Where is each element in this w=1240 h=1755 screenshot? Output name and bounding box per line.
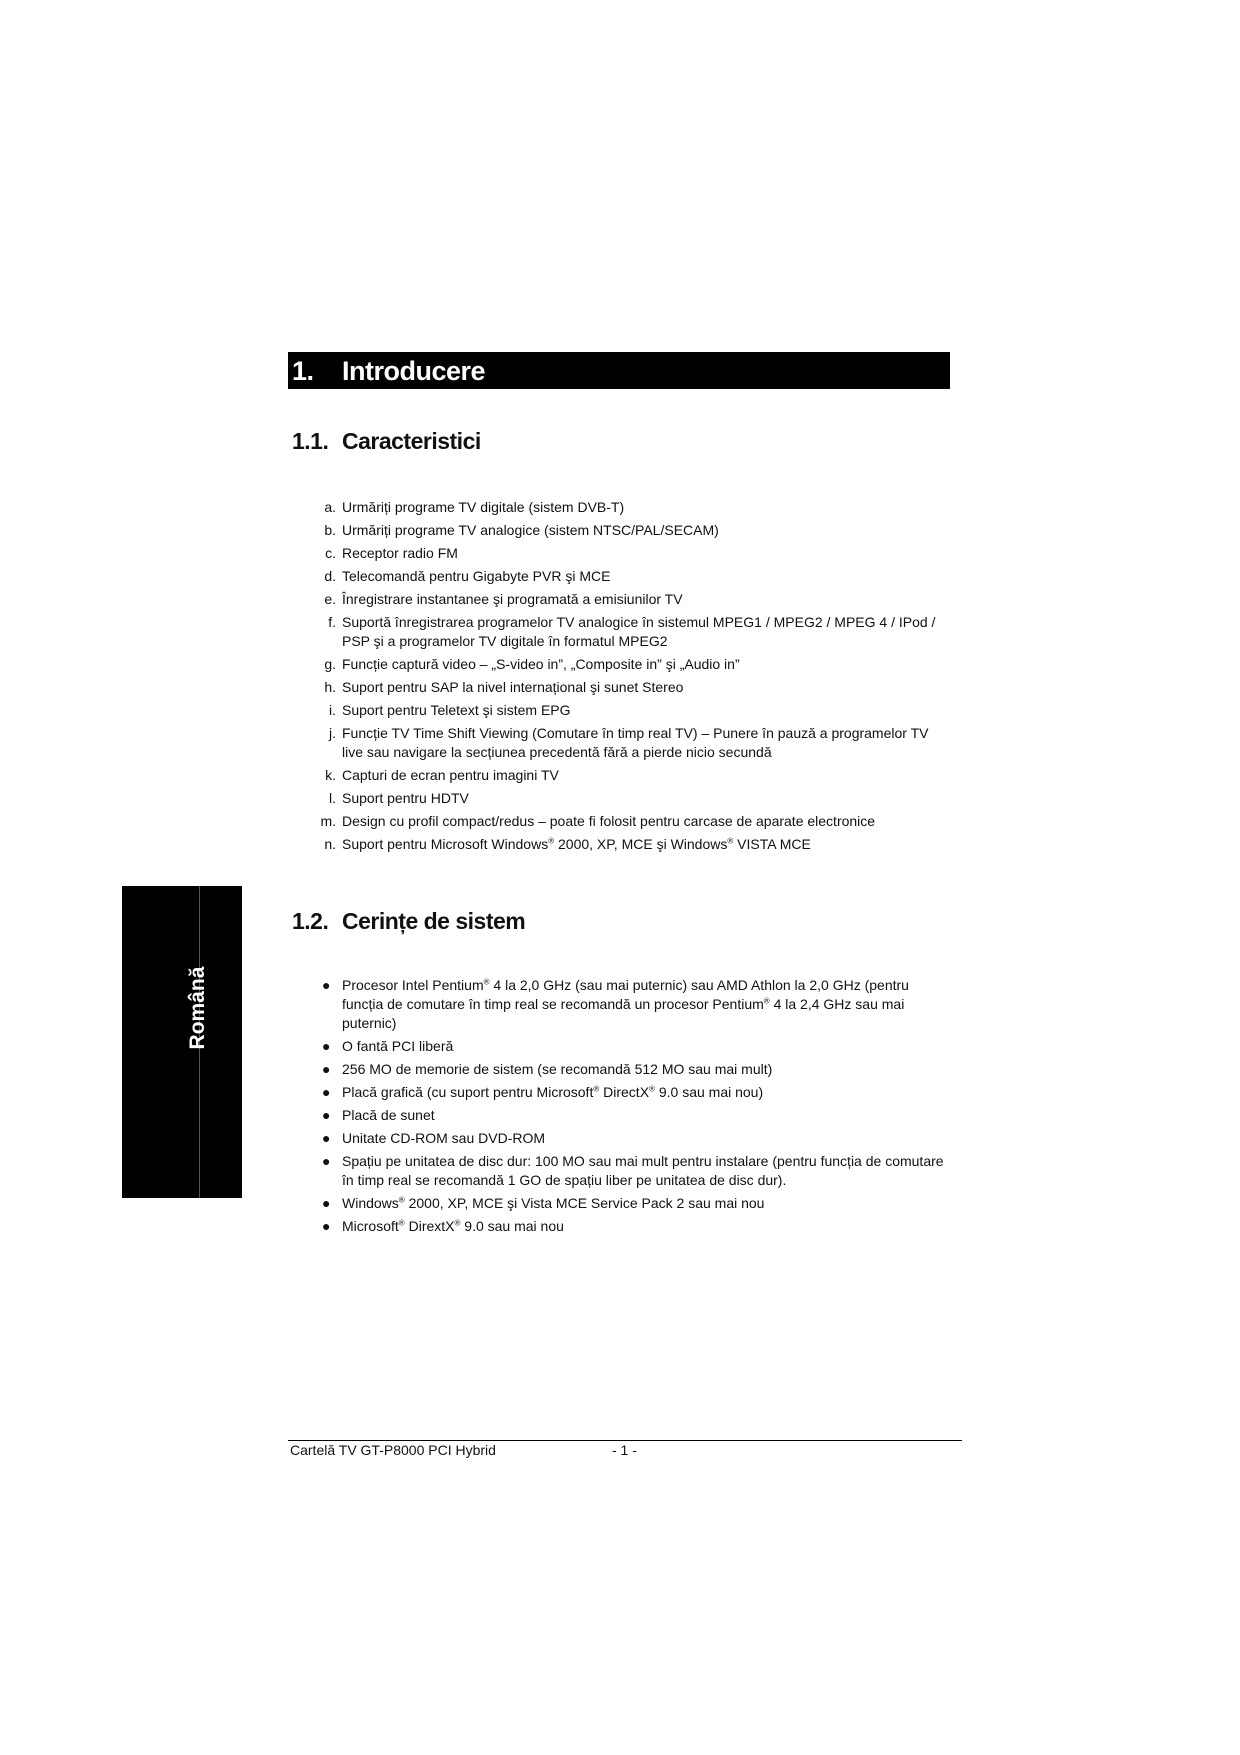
list-item-text [342, 1195, 764, 1211]
section-title: Caracteristici [342, 428, 481, 454]
list-item-text: O fantă PCI liberă [342, 1038, 454, 1054]
list-item-text: Suportă înregistrarea programelor TV analogice în sistemul MPEG1 / MPEG2 / MPEG 4 / IPod / PSP şi a programelor TV digitale în formatul MPEG2 [342, 614, 936, 649]
list-marker: l. [329, 790, 336, 806]
list-item-text: Urmăriți programe TV analogice (sistem NTSC/PAL/SECAM) [342, 522, 719, 538]
text-fragment: Placă grafică (cu suport pentru Microsoft [342, 1084, 594, 1100]
text-fragment: Procesor Intel Pentium [342, 977, 484, 993]
registered-mark: ® [593, 1084, 600, 1094]
list-marker: j. [329, 725, 336, 741]
text-fragment: VISTA MCE [733, 836, 811, 852]
list-item [322, 1194, 952, 1213]
section-title: Cerințe de sistem [342, 908, 526, 934]
list-marker: i. [329, 702, 336, 718]
list-item-text: Urmăriți programe TV digitale (sistem DVB-T) [342, 499, 625, 515]
list-item [329, 701, 952, 720]
list-item [324, 678, 952, 697]
list-item-text: Spațiu pe unitatea de disc dur: 100 MO sau mai mult pentru instalare (pentru funcția de comutare în timp real se recomandă 1 GO de spațiu liber pe unitatea de disc dur). [342, 1153, 944, 1188]
list-item [322, 1152, 952, 1190]
text-fragment: Suport pentru Microsoft Windows [342, 836, 549, 852]
requirements-list [322, 976, 952, 1236]
list-item [322, 976, 952, 1033]
bullet-icon: ● [322, 1107, 331, 1123]
registered-mark: ® [548, 836, 555, 846]
list-marker: f. [328, 614, 336, 630]
list-item-text: Design cu profil compact/redus – poate fi folosit pentru carcase de aparate electronice [342, 813, 876, 829]
text-fragment: 4 la 2,0 GHz (sau mai puternic) sau AMD Athlon la 2,0 GHz (pentru funcția de comutare în timp real se recomandă un procesor Pentium [342, 977, 909, 1012]
footer-product-name: Cartelă TV GT-P8000 PCI Hybrid [290, 1442, 496, 1458]
list-item [324, 655, 952, 674]
list-item-text: Suport pentru Teletext şi sistem EPG [342, 702, 571, 718]
bullet-icon: ● [322, 1218, 331, 1234]
list-item-text: Unitate CD-ROM sau DVD-ROM [342, 1130, 546, 1146]
list-item-text: Suport pentru SAP la nivel internațional şi sunet Stereo [342, 679, 684, 695]
registered-mark: ® [763, 996, 770, 1006]
list-item [322, 1083, 952, 1102]
section-number: 1.2. [292, 908, 329, 934]
list-marker: a. [324, 499, 336, 515]
section-heading-cerinte [292, 908, 525, 935]
text-fragment: 9.0 sau mai nou) [654, 1084, 764, 1100]
language-label: Română [186, 966, 209, 1050]
list-item [322, 1217, 952, 1236]
registered-mark: ® [727, 836, 734, 846]
list-marker: b. [324, 522, 336, 538]
registered-mark: ® [649, 1084, 655, 1094]
registered-mark: ® [483, 977, 490, 987]
language-side-tab [122, 886, 242, 1198]
list-marker: h. [324, 679, 336, 695]
list-item-text [342, 1218, 564, 1234]
list-item-text: Funcție TV Time Shift Viewing (Comutare în timp real TV) – Punere în pauză a programelor TV live sau navigare la secțiunea precedentă fără a pierde nicio secundă [342, 725, 929, 760]
list-item-text: Telecomandă pentru Gigabyte PVR şi MCE [342, 568, 611, 584]
registered-mark: ® [398, 1195, 405, 1205]
list-item [324, 835, 952, 854]
list-item [322, 1060, 952, 1079]
chapter-title-bar [288, 352, 950, 389]
text-fragment: 4 la 2,4 GHz sau mai puternic) [342, 996, 905, 1031]
footer-rule [288, 1440, 962, 1441]
text-fragment: 2000, XP, MCE şi Vista MCE Service Pack 2 sau mai nou [404, 1195, 765, 1211]
bullet-icon: ● [322, 1195, 331, 1211]
list-item-text [342, 836, 811, 852]
bullet-icon: ● [322, 977, 331, 993]
bullet-icon: ● [322, 1130, 331, 1146]
list-item [322, 1037, 952, 1056]
list-marker: c. [325, 545, 336, 561]
list-item [324, 567, 952, 586]
bullet-icon: ● [322, 1061, 331, 1077]
list-item-text: 256 MO de memorie de sistem (se recomandă 512 MO sau mai mult) [342, 1061, 773, 1077]
list-item [329, 724, 952, 762]
footer-page-number: - 1 - [612, 1442, 637, 1458]
section-heading-caracteristici [292, 428, 481, 455]
bullet-icon: ● [322, 1038, 331, 1054]
list-item-text: Receptor radio FM [342, 545, 458, 561]
section-number: 1.1. [292, 428, 329, 454]
list-item [324, 498, 952, 517]
list-marker: k. [325, 767, 336, 783]
list-marker: g. [324, 656, 336, 672]
chapter-title: Introducere [342, 356, 486, 386]
list-marker: n. [324, 836, 336, 852]
list-item [322, 1106, 952, 1125]
registered-mark: ® [398, 1218, 405, 1228]
text-fragment: Windows [342, 1195, 399, 1211]
list-item [329, 789, 952, 808]
list-item-text: Placă de sunet [342, 1107, 435, 1123]
list-item-text: Suport pentru HDTV [342, 790, 469, 806]
list-item-text: Înregistrare instantanee şi programată a emisiunilor TV [342, 591, 683, 607]
list-item [322, 1129, 952, 1148]
list-item [324, 590, 952, 609]
list-item [325, 544, 952, 563]
list-item-text: Funcție captură video – „S-video in”, „Composite in” şi „Audio in” [342, 656, 740, 672]
text-fragment: 2000, XP, MCE şi Windows [554, 836, 728, 852]
features-list [320, 498, 952, 854]
bullet-icon: ● [322, 1084, 331, 1100]
text-fragment: Microsoft [342, 1218, 399, 1234]
text-fragment: DirectX [599, 1084, 650, 1100]
registered-mark: ® [454, 1218, 461, 1228]
list-item-text [342, 977, 909, 1031]
list-item [328, 613, 952, 651]
list-item-text [342, 1084, 763, 1100]
bullet-icon: ● [322, 1153, 331, 1169]
list-marker: e. [324, 591, 336, 607]
list-marker: m. [320, 813, 336, 829]
text-fragment: 9.0 sau mai nou [460, 1218, 564, 1234]
list-marker: d. [324, 568, 336, 584]
list-item-text: Capturi de ecran pentru imagini TV [342, 767, 559, 783]
list-item [320, 812, 952, 831]
list-item [325, 766, 952, 785]
chapter-number: 1. [292, 356, 314, 386]
text-fragment: DirextX [404, 1218, 455, 1234]
list-item [324, 521, 952, 540]
